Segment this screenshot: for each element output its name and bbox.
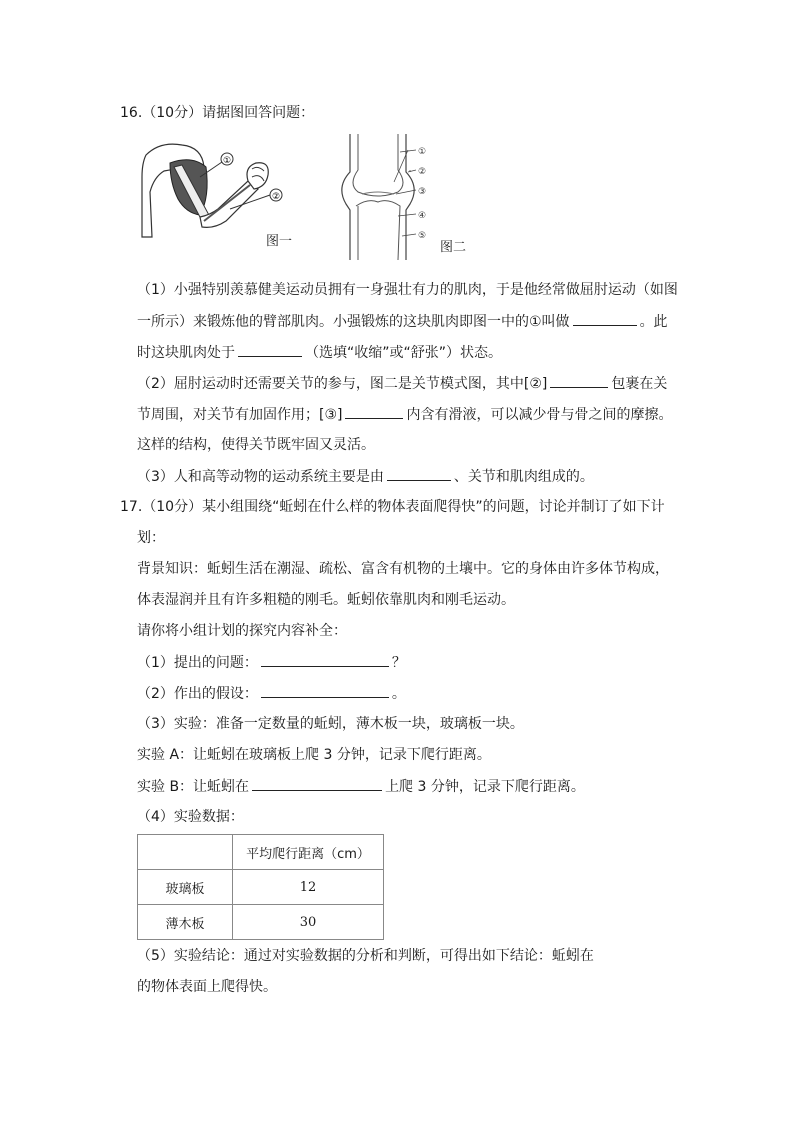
answer-blank-state[interactable] (238, 342, 302, 357)
table-cell-distance: 12 (233, 870, 384, 905)
q17-stem-line1: 17.（10分）某小组围绕“蚯蚓在什么样的物体表面爬得快”的问题，讨论并制订了如下计 (120, 499, 665, 515)
fig2-mark-2: ② (418, 167, 427, 177)
table-cell-surface: 玻璃板 (138, 870, 233, 905)
q16-p2-line2 (137, 404, 672, 425)
q17-experiment-a: 实验 A：让蚯蚓在玻璃板上爬 3 分钟，记录下爬行距离。 (137, 747, 491, 763)
q17-step2-text: （2）作出的假设： (137, 686, 258, 702)
table-row (138, 870, 384, 905)
q17-expb-text-a: 实验 B：让蚯蚓在 (137, 779, 250, 795)
experiment-data-table (137, 834, 384, 940)
q16-p3-line (137, 466, 594, 487)
q17-conclusion-line2: 的物体表面上爬得快。 (137, 979, 277, 995)
q16-p2-text-a: （2）屈肘运动时还需要关节的参与，图二是关节模式图，其中[②] (137, 376, 548, 392)
answer-blank-surface[interactable] (252, 776, 382, 791)
q16-p1-line3 (137, 342, 502, 363)
fig2-label: 图二 (440, 240, 467, 255)
answer-blank-bone[interactable] (387, 466, 451, 481)
q17-step2 (137, 683, 406, 704)
table-row (138, 905, 384, 940)
fig2-mark-5: ⑤ (418, 231, 427, 241)
arm-figure (140, 137, 300, 247)
q16-p3-text-b: 、关节和肌肉组成的。 (453, 469, 594, 485)
answer-blank-question[interactable] (261, 652, 389, 667)
table-header-row (138, 835, 384, 870)
fig2-mark-3: ③ (418, 187, 427, 197)
q17-step1 (137, 652, 406, 673)
q16-p2-text-c: 节周围，对关节有加固作用；[③] (137, 407, 343, 423)
q17-step4: （4）实验数据： (137, 809, 244, 825)
fig2-mark-4: ④ (418, 211, 427, 221)
q17-step1-mark: ？ (391, 655, 406, 671)
q17-experiment-b (137, 776, 585, 797)
q16-p2-text-b: 包裹在关 (611, 376, 668, 392)
table-header-distance: 平均爬行距离（cm） (233, 835, 384, 870)
q16-stem: 16.（10分）请据图回答问题： (120, 105, 315, 121)
fig2-mark-1: ① (418, 147, 427, 157)
q16-p1-text-a: 一所示）来锻炼他的臂部肌肉。小强锻炼的这块肌肉即图一中的①叫做 (137, 314, 570, 330)
q17-step2-mark: 。 (391, 686, 406, 702)
q16-p3-text-a: （3）人和高等动物的运动系统主要是由 (137, 469, 384, 485)
fig1-mark-1: ① (222, 156, 232, 166)
q16-p1-line2 (137, 311, 668, 332)
q17-step1-text: （1）提出的问题： (137, 655, 258, 671)
fig1-label: 图一 (266, 234, 293, 249)
q16-p2-line3: 这样的结构，使得关节既牢固又灵活。 (137, 437, 375, 453)
table-cell-distance: 30 (233, 905, 384, 940)
q16-p1-text-b: 。此 (639, 314, 668, 330)
q16-p1-text-d: （选填“收缩”或“舒张”）状态。 (305, 345, 503, 361)
q16-p1-text-c: 时这块肌肉处于 (137, 345, 235, 361)
table-header-empty (138, 835, 233, 870)
table-cell-surface: 薄木板 (138, 905, 233, 940)
q17-stem-line2: 划： (137, 530, 165, 546)
answer-blank-muscle[interactable] (573, 311, 637, 326)
q16-p1-line1: （1）小强特别羡慕健美运动员拥有一身强壮有力的肌肉，于是他经常做屈肘运动（如图 (137, 282, 678, 298)
joint-figure (328, 132, 438, 262)
q17-instruction: 请你将小组计划的探究内容补全： (137, 623, 347, 639)
answer-blank-capsule[interactable] (550, 373, 608, 388)
fig1-mark-2: ② (271, 192, 281, 202)
q17-conclusion-line1: （5）实验结论：通过对实验数据的分析和判断，可得出如下结论：蚯蚓在 (137, 948, 594, 964)
q17-background-line1: 背景知识：蚯蚓生活在潮湿、疏松、富含有机物的土壤中。它的身体由许多体节构成， (137, 561, 669, 577)
answer-blank-cavity[interactable] (345, 404, 403, 419)
q16-p2-line1 (137, 373, 667, 394)
q16-p2-text-d: 内含有滑液，可以减少骨与骨之间的摩擦。 (406, 407, 673, 423)
q17-step3: （3）实验：准备一定数量的蚯蚓，薄木板一块，玻璃板一块。 (137, 716, 524, 732)
answer-blank-hypothesis[interactable] (261, 683, 389, 698)
q17-expb-text-b: 上爬 3 分钟，记录下爬行距离。 (385, 779, 585, 795)
q17-background-line2: 体表湿润并且有许多粗糙的刚毛。蚯蚓依靠肌肉和刚毛运动。 (137, 592, 515, 608)
